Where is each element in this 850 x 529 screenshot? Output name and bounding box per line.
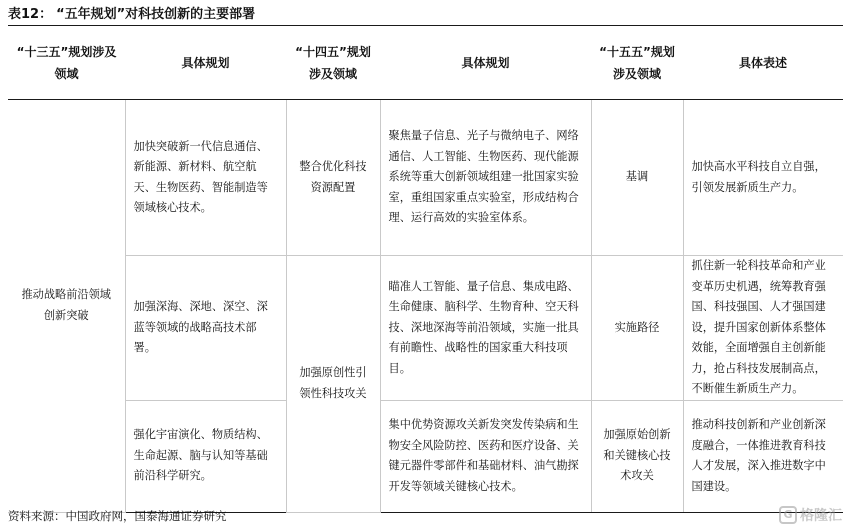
13th-plan-cell: 强化宇宙演化、物质结构、生命起源、脑与认知等基础前沿科学研究。 [125, 400, 286, 512]
13th-plan-cell: 加快突破新一代信息通信、新能源、新材料、航空航天、生物医药、智能制造等领域核心技术。 [125, 100, 286, 256]
table-row [8, 100, 843, 256]
header-14th-domain: “十四五”规划涉及领域 [286, 26, 380, 100]
table-title [8, 4, 843, 26]
header-13th-domain: “十三五”规划涉及领域 [8, 26, 125, 100]
15th-statement-cell: 加快高水平科技自立自强，引领发展新质生产力。 [683, 100, 843, 256]
table-row [8, 256, 843, 401]
14th-domain-cell: 整合优化科技资源配置 [286, 100, 380, 256]
table-row [8, 400, 843, 512]
five-year-plan-table [8, 26, 843, 513]
header-15th-domain: “十五五”规划涉及领域 [591, 26, 683, 100]
14th-plan-cell: 聚焦量子信息、光子与微纳电子、网络通信、人工智能、生物医药、现代能源系统等重大创新领域组建一批国家实验室，重组国家重点实验室，形成结构合理、运行高效的实验室体系。 [380, 100, 591, 256]
header-row [8, 26, 843, 100]
15th-domain-cell: 加强原始创新和关键核心技术攻关 [591, 400, 683, 512]
header-14th-plan: 具体规划 [380, 26, 591, 100]
watermark-text: 格隆汇 [800, 508, 842, 524]
watermark [779, 505, 842, 525]
14th-domain-cell: 加强原创性引领性科技攻关 [286, 256, 380, 513]
13th-domain-cell: 推动战略前沿领域创新突破 [8, 100, 125, 513]
table-title-text: “五年规划”对科技创新的主要部署 [56, 7, 256, 22]
header-13th-plan: 具体规划 [125, 26, 286, 100]
source-note: 资料来源：中国政府网，国泰海通证券研究 [8, 509, 227, 523]
13th-plan-cell: 加强深海、深地、深空、深蓝等领域的战略高技术部署。 [125, 256, 286, 401]
header-15th-statement: 具体表述 [683, 26, 843, 100]
15th-domain-cell: 实施路径 [591, 256, 683, 401]
watermark-logo-icon: G [779, 506, 797, 524]
15th-statement-cell: 推动科技创新和产业创新深度融合，一体推进教育科技人才发展，深入推进数字中国建设。 [683, 400, 843, 512]
15th-domain-cell: 基调 [591, 100, 683, 256]
15th-statement-cell: 抓住新一轮科技革命和产业变革历史机遇，统筹教育强国、科技强国、人才强国建设，提升国家创新体系整体效能，全面增强自主创新能力，抢占科技发展制高点，不断催生新质生产力。 [683, 256, 843, 401]
14th-plan-cell: 瞄准人工智能、量子信息、集成电路、生命健康、脑科学、生物育种、空天科技、深地深海等前沿领域，实施一批具有前瞻性、战略性的国家重大科技项目。 [380, 256, 591, 401]
14th-plan-cell: 集中优势资源攻关新发突发传染病和生物安全风险防控、医药和医疗设备、关键元器件零部件和基础材料、油气勘探开发等领域关键核心技术。 [380, 400, 591, 512]
table-number: 表12： [8, 7, 53, 22]
